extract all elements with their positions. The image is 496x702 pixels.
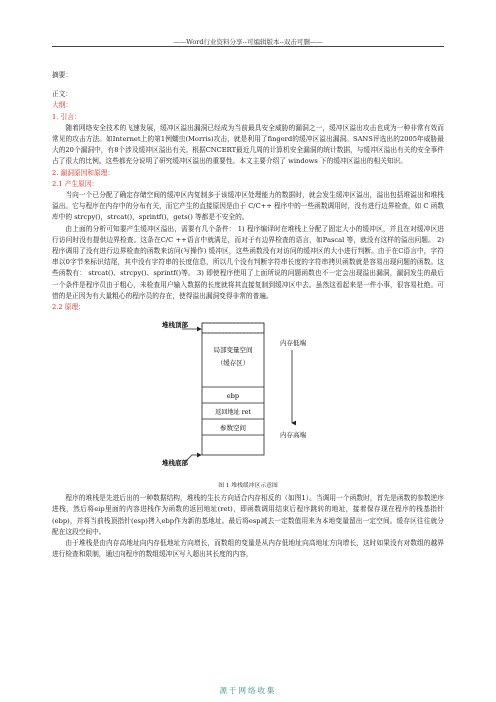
stack-top-label: 堆栈顶部 (162, 321, 188, 330)
outline-label: 大纲： (52, 101, 73, 110)
body-label: 正文： (52, 90, 73, 99)
stack-diagram (162, 315, 342, 475)
document-body (52, 70, 444, 560)
memory-high-label: 内存高端 (280, 431, 306, 440)
stack-figure (52, 313, 444, 493)
section-2-title: 2. 漏洞原因和原理： (52, 168, 115, 177)
figure-caption: 图 1 堆栈缓冲区示意图 (218, 483, 278, 490)
after-figure-paragraph-2: 由于堆栈是由内存高地址向内存低地址方向增长，而数组的变量是从内存低地址向高地址方向增长，这时如果没有对数组的越界进行检查和限制，通过向程序的数组缓冲区写入超出其长度的内容， (52, 539, 444, 559)
page-footer: 源于网络收集 (219, 686, 277, 695)
memory-low-label: 内存低端 (280, 339, 306, 348)
ebp-label: ebp (226, 392, 240, 401)
section-2-1-paragraph-1: 当向一个已分配了确定存储空间的缓冲区内复制多于该缓冲区处理能力的数据时，就会发生缓冲区溢出，溢出包括堆溢出和堆栈溢出。它与程序在内存中的分布有关，而它产生的直接原因是由于 C/C++ 程序中的一些函数调用时，没有进行边界检查，如 C 函数库中的 strcpy()，strcat()，sprintf()，gets() 等都是不安全的。 (52, 191, 444, 222)
section-1-paragraph: 随着网络安全技术的飞速发展，缓冲区溢出漏洞已经成为当前最具安全威胁的漏洞之一，缓冲区溢出攻击也成为一种非常有效而常见的攻击方法。如Internet上的第1例蠕虫(Morris)攻击，就是利用了fingerd的缓冲区溢出漏洞。SANS评选出的2005年威胁最大的20个漏洞中，有8个涉及缓冲区溢出有关。根据CNCERT最近几周的计算机安全漏洞的统计数据，与缓冲区溢出有关的安全事件占了很大的比例。这些都充分说明了研究缓冲区溢出的重要性。本文主要介绍了 windows 下的缓冲区溢出的相关知识。 (52, 123, 444, 166)
stack-bottom-label: 堆栈底部 (162, 459, 188, 468)
section-2-2-title: 2.2 原理： (52, 303, 85, 312)
params-label: 参数空间 (220, 424, 246, 433)
page-header: ——Word行业资料分享--可编辑版本--双击可删—— (173, 38, 323, 46)
ret-label: 返回地址 ret (215, 409, 251, 417)
section-2-1-title: 2.1 产生原因： (52, 179, 99, 188)
header-rule (52, 46, 444, 47)
after-figure-paragraph-1: 程序的堆栈是先进后出的一种数据结构，堆栈的生长方向适合内存相反的（如图1）。当调用一个函数时，首先是函数的参数逆序进栈，然后将eip里面的内容进栈作为函数的返回地址(ret)，即函数调用结束后程序跳转的地址，接着保存现在程序的栈基指针(ebp)，并将当前栈顶指针(esp)拷入ebp作为新的基地址。最后将esp减去一定数值用来为本地变量留出一定空间。缓存区往往就分配在这段空间中。 (52, 494, 444, 536)
buffer-label: （缓存区） (216, 359, 250, 368)
section-1-title: 1. 引言： (52, 112, 81, 121)
abstract-label: 摘要： (52, 71, 73, 79)
section-2-1-paragraph-2: 由上面的分析可知要产生缓冲区溢出，需要有几个条件： 1) 程序编译时在堆栈上分配了固定大小的缓冲区，并且在对缓冲区进行访问时没有提供边界检查。这条在C/C ++语言中就满足，而对于有边界检查的语言，如Pascal 等，就没有这样的溢出问题。 2) 程序调用了没有进行边界检查的函数来访问(写操作) 缓冲区，这些函数没有对访问的缓冲区的大小进行判断。由于在C语言中，字符串以0字节来标识结尾，其中没有字符串的长度信息，所以几个没有判断字符串长度的字符串拷贝函数就是容易出现问题的函数。这些函数有： strcat()、strcpy()、sprintf()等。 3) 即使程序使用了上面所说的问题函数也不一定会出现溢出漏洞，漏洞发生的最后一个条件是程序员由于粗心，未检查用户输入数据的长度就将其直接复制到缓冲区中去。虽然这看起来是一件小事，很容易杜绝。可惜的是正因为有大量粗心的程序员的存在，使得溢出漏洞变得非常的普遍。 (52, 224, 444, 300)
local-var-label: 局部变量空间 (213, 346, 253, 355)
